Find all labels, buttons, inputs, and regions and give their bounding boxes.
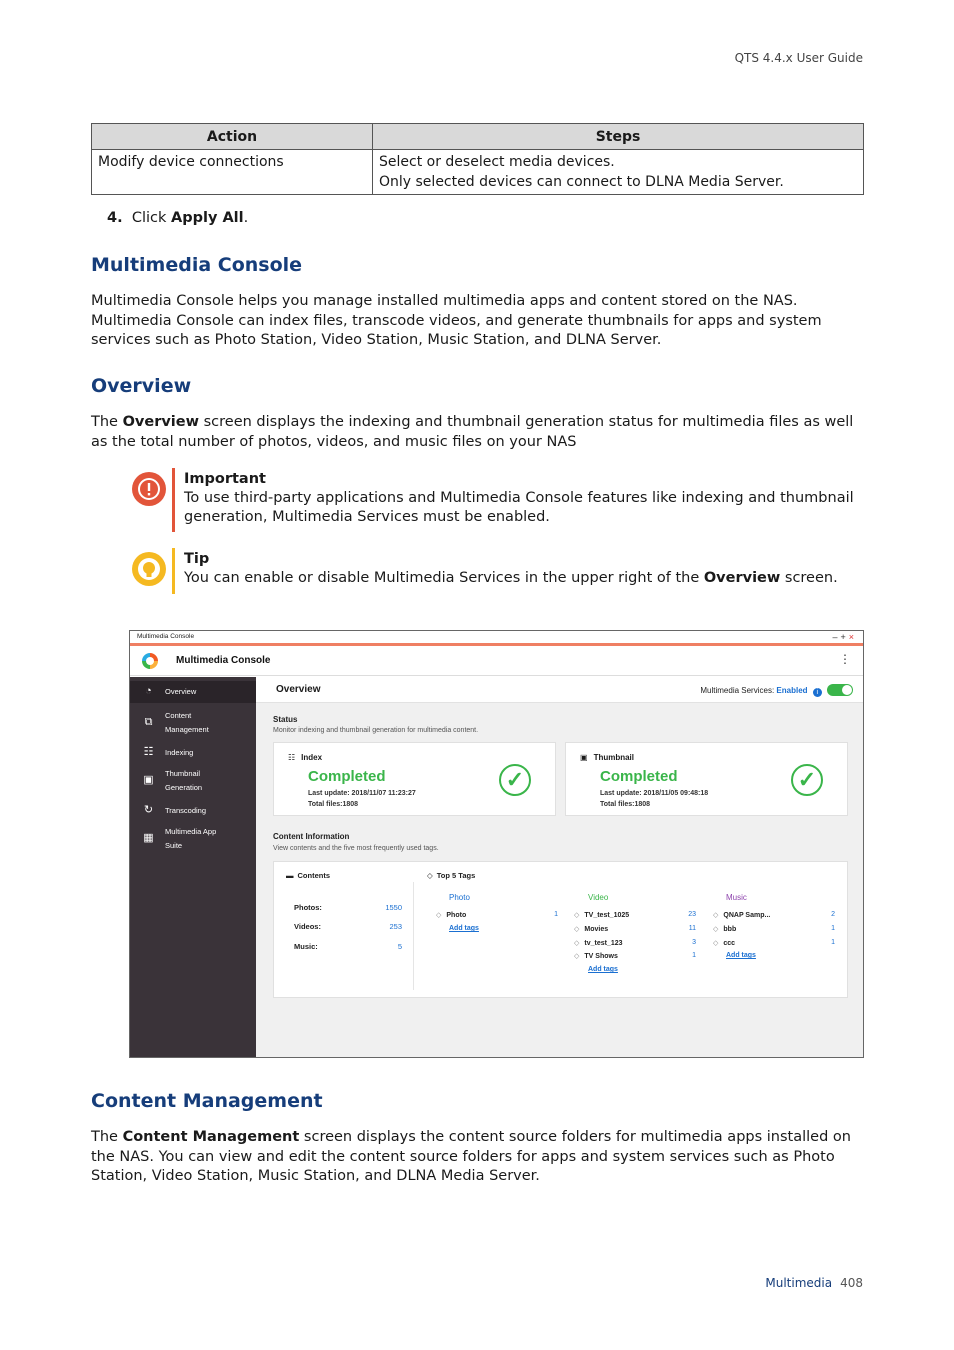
more-menu-icon[interactable]: ⋮: [839, 652, 851, 666]
thumbnail-meta: [600, 788, 708, 810]
action-steps-table: [91, 123, 864, 195]
table-cell-action: Modify device connections: [92, 150, 373, 195]
app-suite-icon: ▦: [143, 832, 154, 844]
tag-name: QNAP Samp...: [723, 912, 771, 919]
section-body-overview: [91, 413, 867, 452]
tag-icon: ◇: [427, 871, 433, 880]
important-body: To use third-party applications and Multimedia Console features like indexing and thumbnail generation, Multimedia Services must be enabled.: [184, 490, 854, 525]
section-body-multimedia-console: Multimedia Console helps you manage installed multimedia apps and content stored on the NAS. Multimedia Console can index files, transcode videos, and generate thumbnails for apps and system services such as Photo Station, Video Station, Music Station, and DLNA Server.: [91, 293, 822, 348]
sidebar-item-label: Multimedia App Suite: [165, 827, 217, 850]
tip-text: [184, 550, 838, 588]
app-title: Multimedia Console: [176, 655, 271, 666]
tag-item[interactable]: [436, 911, 466, 919]
tip-note: [132, 548, 867, 594]
main-header: [256, 677, 864, 703]
index-card-title: Index: [301, 753, 323, 762]
text: The: [91, 1129, 123, 1145]
important-icon: [132, 472, 166, 506]
tag-name: Movies: [584, 926, 609, 933]
tip-body: [184, 569, 838, 588]
important-text: [184, 470, 867, 527]
footer-section: Multimedia: [765, 1276, 833, 1290]
thumbnail-last-update: Last update: 2018/11/05 09:48:18: [600, 790, 709, 797]
step-suffix: .: [243, 210, 249, 226]
tag-count: 11: [688, 925, 696, 932]
contents-label-videos: Videos:: [294, 922, 321, 931]
step-line: Only selected devices can connect to DLNA Media Server.: [379, 174, 784, 190]
tag-icon: ◇: [574, 926, 580, 933]
text: screen displays the content source folders for multimedia apps installed on the NAS. You can view and edit the content source folders for apps and system services such as Photo Station, Video Station, Music Station, and DLNA Media Server.: [91, 1129, 851, 1184]
content-info-subtitle: View contents and the five most frequently used tags.: [273, 845, 439, 852]
tag-icon: ◇: [574, 953, 580, 960]
step-prefix: Click: [131, 210, 171, 226]
section-title-multimedia-console: Multimedia Console: [91, 254, 303, 276]
tag-item[interactable]: [574, 911, 629, 919]
tag-count: 3: [692, 939, 696, 946]
add-tags-link[interactable]: Add tags: [726, 952, 756, 959]
tag-count: 1: [554, 911, 558, 918]
window-controls: [832, 631, 857, 643]
content-info-title: Content Information: [273, 832, 350, 841]
tag-item[interactable]: [713, 939, 735, 947]
thumbnail-total: Total files:1808: [600, 801, 651, 808]
tag-icon: ◇: [436, 912, 442, 919]
sidebar-item-label: Transcoding: [165, 806, 206, 815]
tag-name: Photo: [446, 912, 467, 919]
services-label: Multimedia Services:: [700, 686, 775, 695]
tag-count: 23: [688, 911, 696, 918]
top-tags-header: [427, 871, 475, 880]
image-icon: ▣: [580, 753, 588, 762]
clipboard-icon: ☷: [288, 753, 296, 762]
index-meta: [308, 788, 416, 810]
table-cell-steps: [373, 150, 864, 195]
tip-bar: [172, 548, 175, 594]
app-logo-icon: [142, 653, 158, 669]
page-number: 408: [840, 1276, 863, 1290]
important-note: [132, 468, 867, 532]
text-bold: Overview: [122, 414, 199, 430]
multimedia-console-screenshot: [129, 630, 864, 1058]
table-header-action: Action: [92, 124, 373, 150]
maximize-icon[interactable]: +: [840, 632, 849, 642]
close-icon[interactable]: ×: [848, 632, 857, 642]
tag-icon: ◇: [713, 940, 719, 947]
tags-col-photo: Photo: [449, 893, 470, 902]
section-body-content-management: [91, 1128, 867, 1187]
add-tags-link[interactable]: Add tags: [588, 966, 618, 973]
indexing-icon: ☷: [143, 746, 154, 758]
contents-value-photos: 1550: [385, 903, 402, 912]
tag-item[interactable]: [713, 911, 770, 919]
step-4: [107, 210, 248, 226]
index-total: Total files:1808: [308, 801, 359, 808]
transcoding-icon: ↻: [143, 804, 154, 816]
sidebar-item-label: Thumbnail Generation: [165, 769, 203, 792]
page-title: Overview: [276, 684, 321, 695]
content-management-icon: ⧉: [144, 716, 153, 728]
tag-name: tv_test_123: [584, 940, 623, 947]
status-title: Status: [273, 715, 298, 724]
text: screen displays the indexing and thumbnail generation status for multimedia files as well as the total number of photos, videos, and music files on your NAS: [91, 414, 854, 450]
index-last-update: Last update: 2018/11/07 11:23:27: [308, 790, 416, 797]
page-footer: [765, 1276, 863, 1290]
thumbnail-card-header: [580, 753, 634, 762]
step-bold: Apply All: [171, 210, 244, 226]
tag-name: bbb: [723, 926, 737, 933]
thumbnail-status: Completed: [600, 768, 678, 785]
thumbnail-icon: ▣: [143, 774, 154, 786]
important-bar: [172, 468, 175, 532]
contents-label-photos: Photos:: [294, 903, 322, 912]
top-tags-title: Top 5 Tags: [436, 871, 476, 880]
table-header-steps: Steps: [373, 124, 864, 150]
tag-item[interactable]: [574, 925, 608, 933]
status-subtitle: Monitor indexing and thumbnail generation for multimedia content.: [273, 727, 479, 734]
step-number: 4.: [107, 210, 123, 226]
index-status: Completed: [308, 768, 386, 785]
sidebar-item-overview[interactable]: [130, 681, 256, 703]
main-panel: [256, 677, 864, 1058]
checkmark-icon: ✓: [791, 764, 823, 796]
sidebar-item-label: Content Management: [165, 711, 209, 734]
section-title-content-management: Content Management: [91, 1090, 323, 1112]
index-card-header: [288, 753, 322, 762]
tag-name: TV Shows: [584, 953, 618, 960]
add-tags-link[interactable]: Add tags: [449, 925, 479, 932]
thumbnail-card-title: Thumbnail: [593, 753, 635, 762]
thumbnail-card: [565, 742, 848, 816]
sidebar-item-indexing[interactable]: [130, 743, 256, 763]
tag-icon: ◇: [713, 912, 719, 919]
sidebar-item-multimedia-app-suite[interactable]: [130, 823, 256, 855]
tag-count: 2: [831, 911, 835, 918]
contents-label-music: Music:: [294, 942, 318, 951]
tag-count: 1: [831, 925, 835, 932]
multimedia-services-status: [700, 684, 853, 697]
app-bar: [130, 646, 863, 676]
services-toggle[interactable]: [827, 684, 853, 696]
tag-name: TV_test_1025: [584, 912, 630, 919]
window-title: Multimedia Console: [130, 631, 863, 643]
important-title: Important: [184, 471, 266, 487]
text-bold: Content Management: [122, 1129, 300, 1145]
services-state: Enabled: [776, 686, 808, 695]
text-bold: Overview: [703, 570, 781, 586]
info-icon[interactable]: i: [813, 688, 822, 697]
sidebar: [130, 677, 256, 1058]
tip-title: Tip: [184, 551, 210, 567]
section-title-overview: Overview: [91, 375, 192, 397]
table-row: [92, 150, 864, 195]
contents-value-videos: 253: [389, 922, 402, 931]
tags-col-music: Music: [726, 893, 747, 902]
tag-item[interactable]: [713, 925, 736, 933]
sidebar-item-content-management[interactable]: [130, 707, 256, 739]
contents-value-music: 5: [397, 942, 402, 951]
contents-header: [286, 871, 330, 880]
header-guide-title: QTS 4.4.x User Guide: [734, 51, 863, 65]
divider: [413, 882, 414, 990]
tag-icon: ◇: [574, 912, 580, 919]
content-info-card: [273, 861, 848, 998]
tag-name: ccc: [723, 940, 736, 947]
contents-title: Contents: [297, 871, 330, 880]
sidebar-item-transcoding[interactable]: [130, 801, 256, 821]
tag-icon: ◇: [574, 940, 580, 947]
text: screen.: [780, 570, 838, 586]
minimize-icon[interactable]: –: [832, 632, 841, 642]
sidebar-item-label: Overview: [165, 687, 197, 696]
sidebar-item-thumbnail-generation[interactable]: [130, 765, 256, 797]
folder-icon: ▬: [286, 871, 294, 880]
lightbulb-icon: [132, 552, 166, 586]
tag-item[interactable]: [574, 939, 623, 947]
sidebar-item-label: Indexing: [165, 748, 194, 757]
checkmark-icon: ✓: [499, 764, 531, 796]
tag-count: 1: [831, 939, 835, 946]
tag-count: 1: [692, 952, 696, 959]
tag-icon: ◇: [713, 926, 719, 933]
dashboard-icon: ◔: [145, 685, 152, 697]
step-line: Select or deselect media devices.: [379, 154, 615, 170]
tag-item[interactable]: [574, 952, 618, 960]
index-card: [273, 742, 556, 816]
text: You can enable or disable Multimedia Services in the upper right of the: [184, 570, 704, 586]
text: The: [91, 414, 123, 430]
tags-col-video: Video: [588, 893, 609, 902]
